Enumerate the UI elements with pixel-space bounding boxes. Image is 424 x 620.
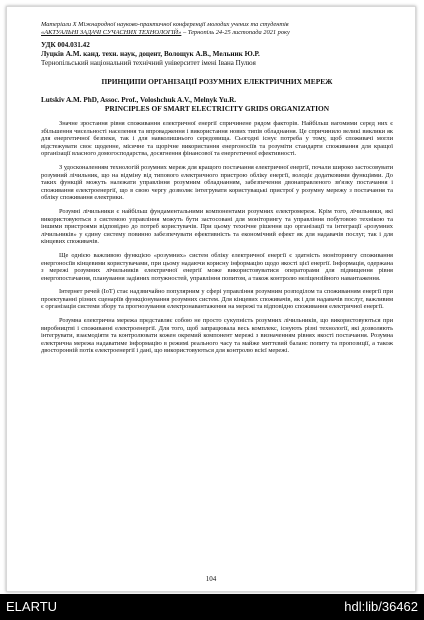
body-paragraph: Розумні лічильники є найбільш фундаментальними компонентами розумних електромереж. Крім того, лічильники, які використовуються з системою управління можуть бути застосовані для моніторингу та управління побутовою технікою та іншими пристроями відповідно до потреб користувачів. При цьому технічне рішення що організації та інтеграції «розумних лічильників» у єдину систему повинно забезпечувати ефективність та економічний ефект як для надавачів послуг, так і для кінцевих споживачів.	[41, 207, 393, 246]
paper-title-en: PRINCIPLES OF SMART ELECTRICITY GRIDS ORGANIZATION	[104, 104, 330, 113]
affiliation: Тернопільський національний технічний університет імені Івана Пулюя	[41, 59, 256, 67]
udk-code: УДК 004.031.42	[41, 41, 90, 49]
paper-body	[41, 120, 393, 355]
handle-identifier: hdl:lib/36462	[344, 599, 418, 614]
document-page	[6, 6, 416, 592]
paper-title-ua: ПРИНЦИПИ ОРГАНІЗАЦІЇ РОЗУМНИХ ЕЛЕКТРИЧНИХ МЕРЕЖ	[101, 77, 333, 86]
repository-name: ELARTU	[6, 599, 58, 614]
authors-en: Lutskiv A.M. PhD, Assoc. Prof., Voloshchuk A.V., Melnyk Yu.R.	[41, 96, 237, 104]
body-paragraph: Ще однією важливою функцією «розумних» систем обліку електричної енергії є здатність моніторингу споживання енергоносіїв кінцевими користувачами, при цьому надаючи корисну інформацію щодо якості цієї енергії. Інформація, одержана з мережі розумних лічильників електричної енергії може використовуватися операторами для підвищення рівня енергопостачання, планування задіяних потужностей, управління попитом, а також контролю неліцензійного навантаження.	[41, 251, 393, 282]
body-paragraph: Значне зростання рівня споживання електричної енергії спричинене рядом факторів. Найбільш вагомими серед них є збільшення чисельності населення та впровадження і використання нових типів обладнання. Це спричинило великі виклики як для енергетичної безпеки, так і для навколишнього середовища. Сьогодні існує потреба у тому, щоб споживачі могли відстежувати своє щоденне, місячне та щорічне використання енергоносіїв та розуміти стандарти споживання для кращої організації власного домогосподарства, досягнення фінансової та енергетичної ефективності.	[41, 120, 393, 158]
conference-date: – Тернопіль 24-25 листопада 2021 року	[181, 29, 290, 36]
page-content	[41, 21, 393, 361]
conference-header	[41, 21, 393, 37]
body-paragraph: Розумна електрична мережа представляє собою не просто сукупність розумних лічильників, що використовуються при виробництві і споживанні електроенергії. Для того, щоб запрацювала весь комплекс, існують різні технології, які дозволяють інтегрувати, взаємодіяти та контролювати кожен окремий компонент мережі з визначенням рівнях якості постачання. Розумна електрична мережа надаватиме інформацію в режимі реального часу та майже миттєвий баланс попиту та пропозиції, а також двосторонній потік електроенергії і дані, що використовуються для контролю всієї мережі.	[41, 317, 393, 355]
conference-line-2	[41, 29, 393, 37]
page-number: 104	[205, 575, 217, 583]
body-paragraph: З удосконаленням технологій розумних мереж для кращого постачання електричної енергії, почали широко застосовувати розумний лічильник, що на відміну від типового електричного пристрою обліку енергії, володіє додатковими функціями. До таких функцій можуть належати управління розумним обладнанням, забезпечення двонаправленого зв'язку постачання і споживання електроенергії, що в свою чергу дозволяє інтегрувати користувацькі пристрої у розумну мережу з постачання та обліку споживання електрики.	[41, 163, 393, 202]
conference-title: «АКТУАЛЬНІ ЗАДАЧІ СУЧАСНИХ ТЕХНОЛОГІЙ»	[41, 29, 182, 36]
conference-line-1: Матеріали X Міжнародної науково-практичної конференції молодих учених та студентів	[41, 21, 289, 28]
repository-footer-bar	[0, 594, 424, 620]
authors-ua: Луцків А.М. канд. техн. наук, доцент, Волощук А.В., Мельник Ю.Р.	[41, 50, 260, 58]
body-paragraph: Інтернет речей (IoT) стає надзвичайно популярним у сфері управління розумним розподілом та споживанням енергії при проектуванні різних сценаріїв функціонування розумних систем. Для кінцевих споживачів, як і для надавачів послуг, важливим є організація системи збору та прогнозування електронавантаження на мережі та відповідно споживання електричної енергії.	[41, 288, 393, 311]
